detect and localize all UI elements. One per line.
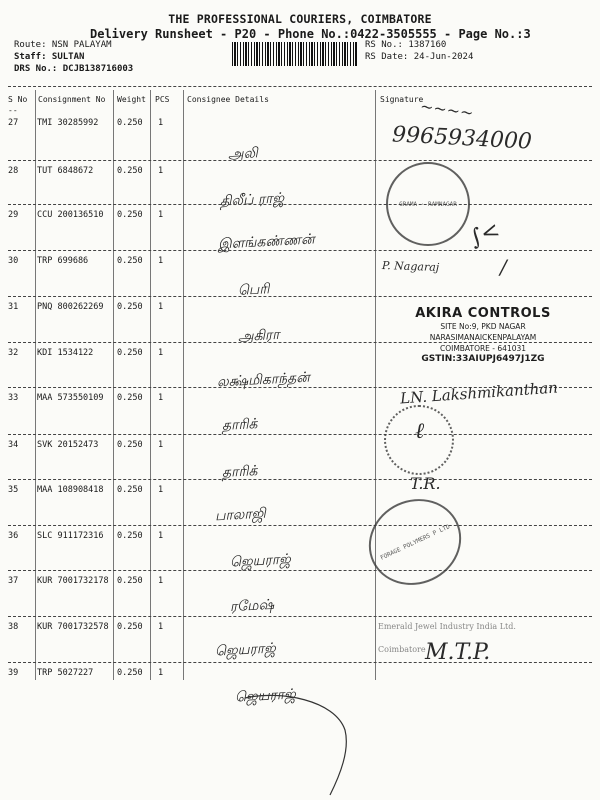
col-sno: S No <box>8 95 28 104</box>
row-separator <box>8 662 592 663</box>
header-dash: -- <box>8 106 18 115</box>
row-pcs: 1 <box>158 440 164 450</box>
grama-stamp-text: GRAMA · RAMNAGAR <box>399 200 457 208</box>
signature-lakshmi: LN. Lakshmikanthan <box>399 378 559 408</box>
row-weight: 0.250 <box>117 302 143 312</box>
col-divider <box>150 90 151 680</box>
akira-controls-stamp <box>383 306 583 364</box>
row-pcs: 1 <box>158 348 164 358</box>
row-weight: 0.250 <box>117 485 143 495</box>
row-weight: 0.250 <box>117 576 143 586</box>
runsheet-subtitle: Delivery Runsheet - P20 - Phone No.:0422-3505555 - Page No.:3 <box>90 27 531 41</box>
row-pcs: 1 <box>158 622 164 632</box>
route-label: Route: NSN PALAYAM <box>14 40 112 50</box>
row-sno: 29 <box>8 210 19 220</box>
row-consignment: PNQ 800262269 <box>37 302 104 312</box>
row-consignee-handwriting: பாலாஜி <box>214 505 267 525</box>
signature-p-nagaraj: P. Nagaraj <box>381 259 440 274</box>
akira-name: AKIRA CONTROLS <box>415 306 551 321</box>
row-consignee-handwriting: ஜெயராஜ் <box>229 551 292 571</box>
row-pcs: 1 <box>158 485 164 495</box>
akira-gstin: GSTIN:33AIUPJ6497J1ZG <box>421 354 545 364</box>
row-sno: 33 <box>8 393 19 403</box>
row-consignment: SLC 911172316 <box>37 531 104 541</box>
akira-line3: COIMBATORE - 641031 <box>439 344 527 353</box>
row-weight: 0.250 <box>117 668 143 678</box>
row-consignee-handwriting: அகிரா <box>237 326 280 346</box>
row-consignee-handwriting: இளங்கண்ணன் <box>217 231 315 253</box>
row-weight: 0.250 <box>117 348 143 358</box>
row-pcs: 1 <box>158 118 164 128</box>
row-consignee-handwriting: அலி <box>227 145 259 163</box>
row-pcs: 1 <box>158 393 164 403</box>
col-weight: Weight <box>117 95 146 104</box>
row-pcs: 1 <box>158 668 164 678</box>
row-consignment: SVK 20152473 <box>37 440 99 450</box>
row-weight: 0.250 <box>117 440 143 450</box>
row-weight: 0.250 <box>117 256 143 266</box>
row-consignment: TRP 699686 <box>37 256 89 266</box>
row-consignee-handwriting: ரமேஷ் <box>229 596 275 616</box>
forage-polymers-stamp <box>355 484 476 600</box>
col-pcs: PCS <box>155 95 170 104</box>
row-pcs: 1 <box>158 302 164 312</box>
row-weight: 0.250 <box>117 393 143 403</box>
row-sno: 39 <box>8 668 19 678</box>
row-weight: 0.250 <box>117 622 143 632</box>
row-weight: 0.250 <box>117 531 143 541</box>
row-pcs: 1 <box>158 210 164 220</box>
signature-scribble: ~~~~ <box>418 96 475 123</box>
row-consignee-handwriting: தாரிக் <box>221 416 258 434</box>
pen-stroke <box>240 690 360 800</box>
col-consignment: Consignment No <box>38 95 106 104</box>
row-separator <box>8 525 592 526</box>
row-sno: 36 <box>8 531 19 541</box>
row-consignment: CCU 200136510 <box>37 210 104 220</box>
row-sno: 32 <box>8 348 19 358</box>
row-separator <box>8 434 592 435</box>
row-pcs: 1 <box>158 576 164 586</box>
row-consignment: MAA 573550109 <box>37 393 104 403</box>
forage-stamp-text: FORAGE POLYMERS P LTD <box>379 522 451 562</box>
signature-mark: ∫< <box>466 217 504 252</box>
row-consignment: TRP 5027227 <box>37 668 94 678</box>
row-sno: 27 <box>8 118 19 128</box>
row-consignee-handwriting: திலீப் ராஜ் <box>219 190 285 210</box>
row-pcs: 1 <box>158 531 164 541</box>
row-consignee-handwriting: ஜெயராஜ் <box>234 686 297 706</box>
rs-number: RS No.: 1387160 <box>365 40 447 50</box>
row-weight: 0.250 <box>117 210 143 220</box>
row-separator <box>8 296 592 297</box>
akira-line2: NARASIMANAICKENPALAYAM <box>429 333 537 342</box>
row-weight: 0.250 <box>117 118 143 128</box>
signature-mtp: M.T.P. <box>425 640 491 665</box>
row-consignee-handwriting: லக்ஷ்மிகாந்தன் <box>216 369 311 391</box>
row-consignee-handwriting: ஜெயராஜ் <box>214 640 277 660</box>
col-divider <box>35 90 36 680</box>
row-weight: 0.250 <box>117 166 143 176</box>
row-separator <box>8 479 592 480</box>
row-separator <box>8 250 592 251</box>
barcode <box>232 42 357 66</box>
staff-label: Staff: SULTAN <box>14 52 85 62</box>
row-sno: 37 <box>8 576 19 586</box>
row-consignee-handwriting: தாரிக் <box>221 463 258 481</box>
signature-tr: T.R. <box>410 474 441 493</box>
header-rule-top <box>8 86 592 87</box>
row-sno: 28 <box>8 166 19 176</box>
row-consignment: KDI 1534122 <box>37 348 94 358</box>
col-consignee-details: Consignee Details <box>187 95 269 104</box>
col-signature: Signature <box>380 95 424 104</box>
company-title: THE PROFESSIONAL COURIERS, COIMBATORE <box>168 12 432 26</box>
row-sno: 35 <box>8 485 19 495</box>
emerald-name: Emerald Jewel Industry India Ltd. <box>378 622 516 631</box>
col-divider <box>113 90 114 680</box>
rs-date: RS Date: 24-Jun-2024 <box>365 52 474 62</box>
row-pcs: 1 <box>158 166 164 176</box>
row-consignment: TMI 30285992 <box>37 118 99 128</box>
akira-line1: SITE No:9, PKD NAGAR <box>440 322 526 331</box>
signature-phone: 9965934000 <box>391 122 533 155</box>
row-consignment: MAA 108908418 <box>37 485 104 495</box>
col-divider <box>183 90 184 680</box>
row-sno: 30 <box>8 256 19 266</box>
row-consignment: TUT 6848672 <box>37 166 94 176</box>
row-sno: 38 <box>8 622 19 632</box>
row-pcs: 1 <box>158 256 164 266</box>
emerald-city: Coimbatore <box>378 645 426 654</box>
row-consignee-handwriting: பெரி <box>237 281 270 299</box>
row-sno: 31 <box>8 302 19 312</box>
row-sno: 34 <box>8 440 19 450</box>
row-separator <box>8 160 592 161</box>
col-divider <box>375 90 376 680</box>
row-separator <box>8 616 592 617</box>
row-consignment: KUR 7001732578 <box>37 622 109 632</box>
signature-loop: ℓ <box>415 419 425 444</box>
row-separator <box>8 204 592 205</box>
row-consignment: KUR 7001732178 <box>37 576 109 586</box>
pen-stroke-path <box>245 695 346 795</box>
row-separator <box>8 570 592 571</box>
grama-stamp <box>386 162 470 246</box>
signature-slash: / <box>500 255 507 279</box>
drs-number: DRS No.: DCJB138716003 <box>14 64 134 74</box>
